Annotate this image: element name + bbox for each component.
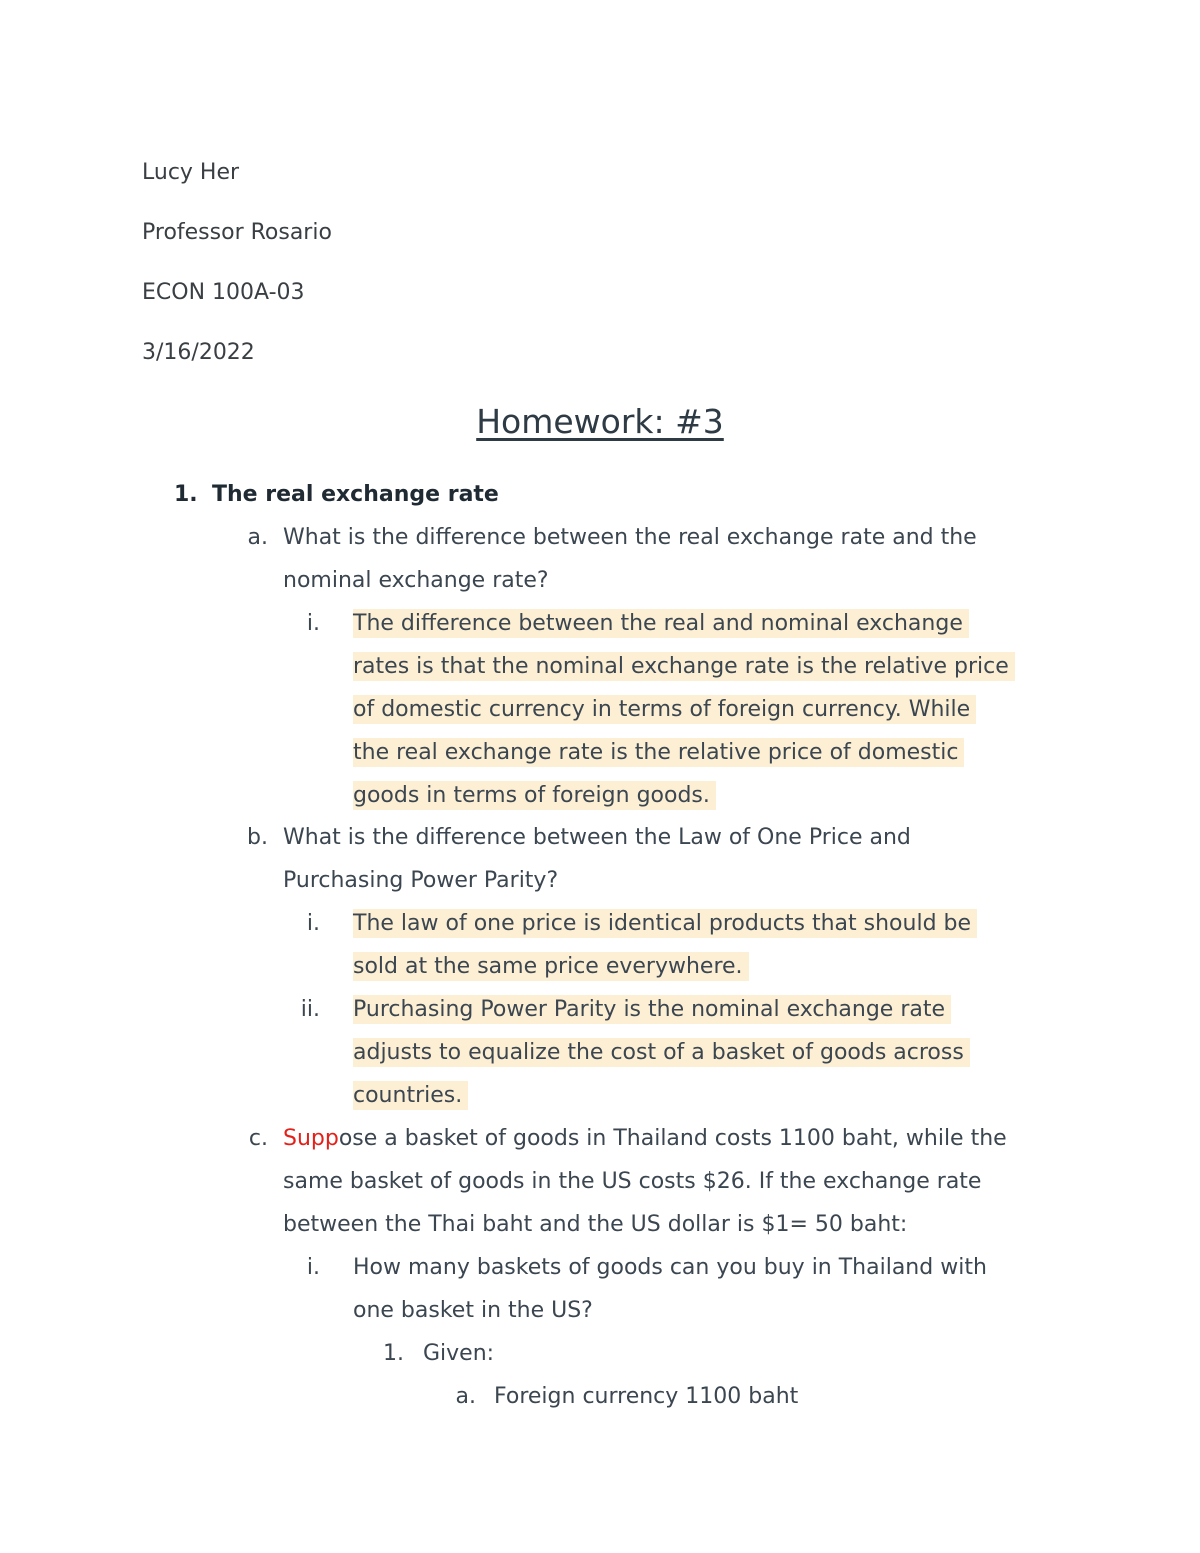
answer-a-label: i. bbox=[306, 611, 320, 636]
section-number: 1. bbox=[174, 482, 198, 507]
professor-name: Professor Rosario bbox=[142, 220, 332, 245]
answer-b2-line bbox=[353, 1031, 970, 1074]
date: 3/16/2022 bbox=[142, 340, 255, 365]
answer-b1-line bbox=[353, 902, 977, 945]
question-c-line2: same basket of goods in the US costs $26. If the exchange rate bbox=[283, 1169, 982, 1194]
highlight: rates is that the nominal exchange rate is the relative price bbox=[353, 652, 1015, 681]
answer-a-line bbox=[353, 645, 1015, 688]
given-text: Given: bbox=[423, 1341, 495, 1366]
given-item-text: Foreign currency 1100 baht bbox=[494, 1384, 799, 1409]
highlight: goods in terms of foreign goods. bbox=[353, 781, 716, 810]
question-b-line2: Purchasing Power Parity? bbox=[283, 868, 559, 893]
highlight: the real exchange rate is the relative price of domestic bbox=[353, 738, 964, 767]
section-heading: The real exchange rate bbox=[212, 482, 499, 507]
answer-a-line bbox=[353, 688, 976, 731]
answer-b1-label: i. bbox=[306, 911, 320, 936]
answer-b2-label: ii. bbox=[300, 997, 320, 1022]
sub-question-label: i. bbox=[306, 1255, 320, 1280]
question-c-line1 bbox=[283, 1117, 1007, 1160]
answer-b2-line bbox=[353, 988, 951, 1031]
question-a-line2: nominal exchange rate? bbox=[283, 568, 549, 593]
question-c-label: c. bbox=[248, 1126, 268, 1151]
page-title: Homework: #3 bbox=[476, 402, 724, 441]
question-c-line3: between the Thai baht and the US dollar is $1= 50 baht: bbox=[283, 1212, 908, 1237]
highlight: sold at the same price everywhere. bbox=[353, 952, 749, 981]
answer-b1-line bbox=[353, 945, 749, 988]
question-a-line1: What is the difference between the real exchange rate and the bbox=[283, 525, 977, 550]
given-label: 1. bbox=[383, 1341, 404, 1366]
highlight: countries. bbox=[353, 1081, 468, 1110]
highlight: The law of one price is identical products that should be bbox=[353, 909, 977, 938]
red-text: Supp bbox=[283, 1126, 339, 1151]
answer-a-line bbox=[353, 602, 969, 645]
answer-b2-line bbox=[353, 1074, 468, 1117]
highlight: adjusts to equalize the cost of a basket of goods across bbox=[353, 1038, 970, 1067]
question-b-line1: What is the difference between the Law of One Price and bbox=[283, 825, 911, 850]
answer-a-line bbox=[353, 731, 964, 774]
answer-a-line bbox=[353, 774, 716, 817]
given-item-label: a. bbox=[455, 1384, 476, 1409]
highlight: of domestic currency in terms of foreign currency. While bbox=[353, 695, 976, 724]
student-name: Lucy Her bbox=[142, 160, 240, 185]
question-b-label: b. bbox=[247, 825, 268, 850]
question-a-label: a. bbox=[247, 525, 268, 550]
highlight: Purchasing Power Parity is the nominal exchange rate bbox=[353, 995, 951, 1024]
course-code: ECON 100A-03 bbox=[142, 280, 305, 305]
question-c-line1-rest: ose a basket of goods in Thailand costs 1100 baht, while the bbox=[338, 1126, 1007, 1151]
highlight: The difference between the real and nominal exchange bbox=[353, 609, 969, 638]
sub-question-line1: How many baskets of goods can you buy in Thailand with bbox=[353, 1255, 987, 1280]
sub-question-line2: one basket in the US? bbox=[353, 1298, 593, 1323]
